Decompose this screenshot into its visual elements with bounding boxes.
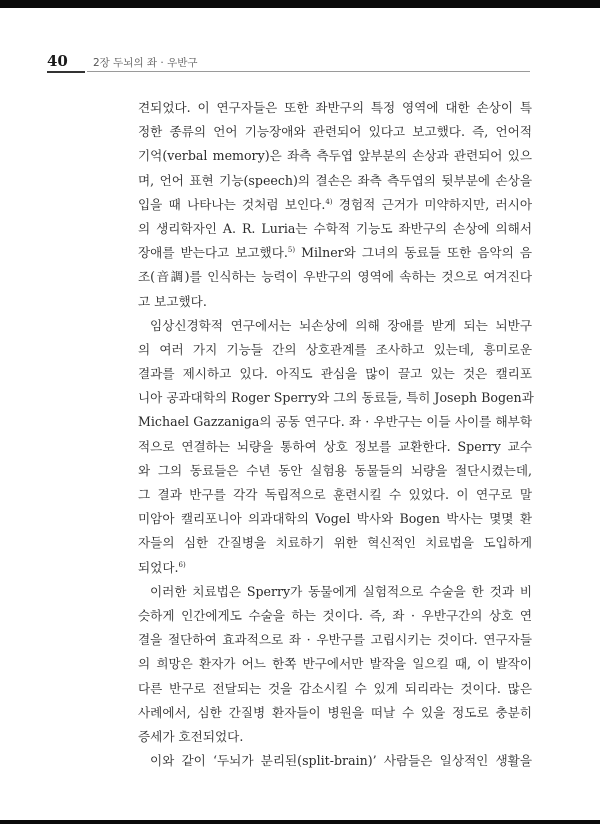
text-line xyxy=(138,386,532,410)
text-line xyxy=(138,483,532,507)
line-text: 의 생리학자인 A. R. Luria는 수학적 기능도 좌반구의 손상에 의해서 xyxy=(138,220,532,236)
line-text: 견되었다. 이 연구자들은 또한 좌반구의 특정 영역에 대한 손상이 특 xyxy=(138,100,532,115)
line-text: 니아 공과대학의 Roger Sperry와 그의 동료들, 특히 Joseph Bogen과 xyxy=(138,390,534,406)
top-border xyxy=(0,0,600,8)
text-line xyxy=(138,265,532,289)
text-line xyxy=(138,241,532,265)
text-line xyxy=(138,701,532,725)
text-line xyxy=(138,677,532,701)
line-text: 고 보고했다. xyxy=(138,293,207,309)
line-text: 입을 때 나타나는 것처럼 보인다. xyxy=(138,196,326,212)
line-text: 이와 같이 ‘두뇌가 분리된(split-brain)’ 사람들은 일상적인 생활을 xyxy=(150,753,532,769)
line-text: 조(音調)를 인식하는 능력이 우반구의 영역에 속하는 것으로 여겨진다 xyxy=(138,269,532,285)
line-text: Michael Gazzaniga의 공동 연구다. 좌 · 우반구는 이들 사이를 해부학 xyxy=(138,414,532,430)
line-text: 사례에서, 심한 간질병 환자들이 병원을 떠날 수 있을 정도로 충분히 xyxy=(138,704,532,720)
line-text: 의 여러 가지 기능들 간의 상호관계를 조사하고 있는데, 흥미로운 xyxy=(138,341,532,357)
line-text: 며, 언어 표현 기능(speech)의 결손은 좌측 측두엽의 뒷부분에 손상을 xyxy=(138,172,532,188)
page-number: 40 xyxy=(47,52,68,70)
text-line xyxy=(138,96,532,120)
text-line xyxy=(138,290,532,314)
text-line xyxy=(138,193,532,217)
text-line xyxy=(138,338,532,362)
header-rule xyxy=(87,71,530,72)
text-line xyxy=(138,604,532,628)
running-header xyxy=(47,52,530,74)
text-line xyxy=(138,652,532,676)
text-line xyxy=(138,628,532,652)
line-text: 증세가 호전되었다. xyxy=(138,728,244,744)
text-line xyxy=(138,749,532,773)
line-text: 미암아 캘리포니아 의과대학의 Vogel 박사와 Bogen 박사는 몇몇 환 xyxy=(138,511,532,527)
line-text: 자들의 심한 간질병을 치료하기 위한 혁신적인 치료법을 도입하게 xyxy=(138,535,532,551)
text-line xyxy=(138,144,532,168)
header-rule-accent xyxy=(47,71,85,73)
line-text: 슷하게 인간에게도 수술을 하는 것이다. 즉, 좌 · 우반구간의 상호 연 xyxy=(138,607,532,623)
text-line xyxy=(138,120,532,144)
line-text: 다른 반구로 전달되는 것을 감소시킬 수 있게 되리라는 것이다. 많은 xyxy=(138,680,532,696)
text-line xyxy=(138,580,532,604)
footnote-marker: 5) xyxy=(287,246,296,255)
footnote-marker: 4) xyxy=(325,197,333,206)
line-text: 장애를 받는다고 보고했다. xyxy=(138,245,288,261)
text-line xyxy=(138,217,532,241)
line-text-after: 경험적 근거가 미약하지만, 러시아 xyxy=(332,196,532,212)
text-line xyxy=(138,314,532,338)
line-text: 결과를 제시하고 있다. 아직도 관심을 많이 끌고 있는 것은 캘리포 xyxy=(138,366,532,382)
line-text: 적으로 연결하는 뇌량을 통하여 상호 정보를 교환한다. Sperry 교수 xyxy=(138,438,532,454)
line-text-after: Milner와 그녀의 동료들 또한 음악의 음 xyxy=(295,245,532,261)
text-line xyxy=(138,531,532,555)
bottom-border xyxy=(0,820,600,824)
text-line xyxy=(138,725,532,749)
footnote-marker: 6) xyxy=(178,560,186,569)
line-text: 기억(verbal memory)은 좌측 측두엽 앞부분의 손상과 관련되어 있으 xyxy=(138,148,532,164)
line-text: 와 그의 동료들은 수년 동안 실험용 동물들의 뇌량을 절단시켰는데, xyxy=(138,462,532,478)
text-line xyxy=(138,459,532,483)
chapter-title: 2장 두뇌의 좌 · 우반구 xyxy=(93,57,198,69)
text-line xyxy=(138,410,532,434)
body-text xyxy=(138,96,532,773)
line-text: 이러한 치료법은 Sperry가 동물에게 실험적으로 수술을 한 것과 비 xyxy=(150,583,532,599)
text-line xyxy=(138,169,532,193)
line-text: 정한 종류의 언어 기능장애와 관련되어 있다고 보고했다. 즉, 언어적 xyxy=(138,124,532,140)
line-text: 임상신경학적 연구에서는 뇌손상에 의해 장애를 받게 되는 뇌반구 xyxy=(150,317,532,333)
text-line xyxy=(138,507,532,531)
line-text: 결을 절단하여 효과적으로 좌 · 우반구를 고립시키는 것이다. 연구자들 xyxy=(138,632,532,648)
line-text: 되었다. xyxy=(138,559,179,575)
text-line xyxy=(138,435,532,459)
line-text: 그 결과 반구를 각각 독립적으로 훈련시킬 수 있었다. 이 연구로 말 xyxy=(138,487,532,502)
line-text: 의 희망은 환자가 어느 한쪽 반구에서만 발작을 일으킬 때, 이 발작이 xyxy=(138,656,532,672)
text-line xyxy=(138,556,532,580)
text-line xyxy=(138,362,532,386)
